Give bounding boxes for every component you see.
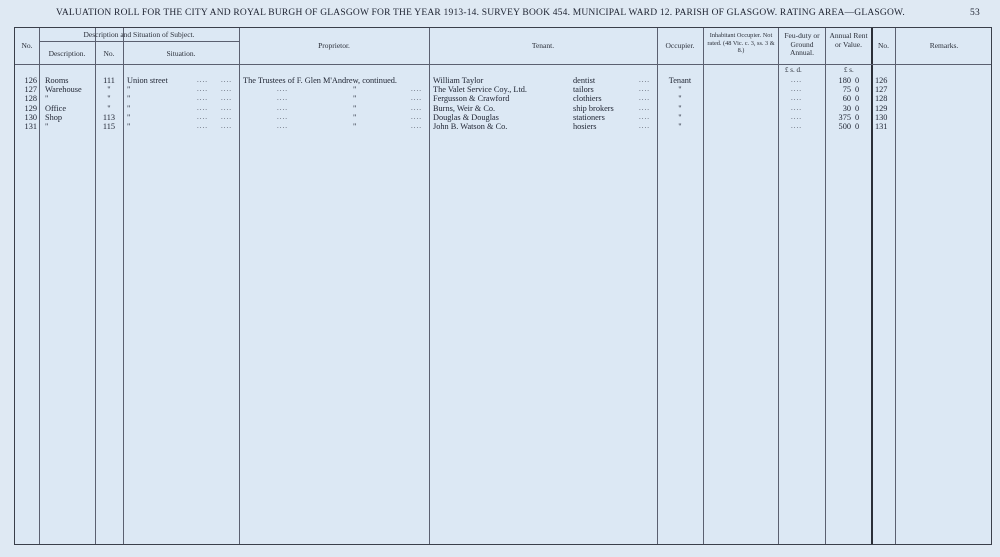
cell-proprietor-dots-left: .... [277,112,288,121]
cell-rent-l: 60 [842,94,851,104]
cell-tenant-name: John B. Watson & Co. [433,122,508,131]
cell-proprietor-dots-left: .... [277,122,288,130]
cell-rent-s: 0 [855,103,860,113]
cell-no-right: 126 [875,76,888,85]
cell-no: 131 [24,122,37,131]
cell-occupier: " [678,103,682,113]
feu-duty-units: £ s. d. [785,66,802,74]
cell-description: Office [45,103,67,113]
cell-proprietor: " [353,94,357,104]
cell-tenant-trade: dentist [573,76,596,85]
col-header-no: No. [21,41,33,50]
col-header-annual-rent: Annual Rent or Value. [829,31,868,49]
cell-tenant-dots: .... [639,103,650,112]
cell-occupier: " [678,94,682,104]
cell-no-right: 128 [875,94,888,104]
page-number: 53 [970,8,980,18]
cell-no: 130 [24,112,37,122]
cell-feu: .... [791,76,802,84]
col-header-subject-group: Description and Situation of Subject. [83,30,195,39]
col-header-proprietor: Proprietor. [318,41,350,50]
cell-no-right: 130 [875,112,888,122]
cell-proprietor-dots-left: .... [277,103,288,112]
col-header-street-no: No. [103,49,115,58]
table-row [15,104,991,113]
cell-tenant-name: Burns, Weir & Co. [433,103,496,113]
cell-proprietor-dots-left: .... [277,85,288,94]
cell-situation-dots: .... [221,94,232,103]
cell-proprietor-dots-left: .... [277,94,288,103]
cell-rent-l: 375 [838,112,851,122]
cell-situation-dots: .... [197,85,208,94]
cell-feu: .... [791,122,802,130]
cell-tenant-name: Fergusson & Crawford [433,94,510,104]
cell-occupier: " [678,85,682,95]
rule-subject-group [39,41,239,42]
table-row [15,85,991,94]
cell-street-no: " [107,94,111,104]
cell-tenant-dots: .... [639,76,650,84]
cell-occupier: " [678,122,682,131]
cell-proprietor: The Trustees of F. Glen M'Andrew, continued. [243,76,397,85]
cell-rent-s: 0 [855,85,860,95]
cell-rent-s: 0 [855,122,860,131]
cell-situation: " [127,103,131,113]
cell-street-no: " [107,103,111,113]
roll-title: VALUATION ROLL FOR THE CITY AND ROYAL BURGH OF GLASGOW FOR THE YEAR 1913-14. SURVEY BOOK 454. MUNICIPAL WARD 12. PARISH OF GLASGOW. RATING AREA—GLASGOW. [56,8,905,18]
cell-description: " [45,122,49,131]
cell-rent-s: 0 [855,94,860,104]
cell-feu: .... [791,85,802,94]
annual-rent-units: £ s. [844,66,854,74]
cell-street-no: 115 [102,122,116,131]
cell-description: Rooms [45,76,69,85]
cell-rent-l: 180 [838,76,851,85]
table-row [15,76,991,85]
cell-description: Shop [45,112,63,122]
cell-proprietor-dots: .... [411,94,422,103]
table-row [15,122,991,131]
cell-situation-dots: .... [221,103,232,112]
cell-situation-dots: .... [221,122,232,130]
col-header-description: Description. [48,49,86,58]
cell-situation: " [127,85,131,95]
col-header-inhabitant: Inhabitant Occupier. Not rated. (48 Vic. c. 3, ss. 3 & 8.) [707,32,775,54]
cell-occupier: " [678,112,682,122]
cell-situation-dots: .... [221,112,232,121]
cell-tenant-name: William Taylor [433,76,484,85]
cell-situation: Union street [127,76,168,85]
cell-tenant-name: The Valet Service Coy., Ltd. [433,85,528,95]
cell-no: 127 [24,85,37,95]
cell-tenant-dots: .... [639,85,650,94]
cell-proprietor-dots: .... [411,103,422,112]
cell-situation: " [127,122,131,131]
col-header-no-right: No. [877,41,890,50]
cell-proprietor: " [353,112,357,122]
cell-no: 129 [24,103,37,113]
table-row [15,113,991,122]
cell-feu: .... [791,94,802,103]
cell-rent-l: 75 [842,85,851,95]
cell-rent-l: 30 [842,103,851,113]
cell-tenant-dots: .... [639,112,650,121]
cell-no-right: 127 [875,85,888,95]
valuation-table [14,27,992,545]
cell-street-no: 113 [102,112,116,122]
cell-rent-s: 0 [855,76,860,85]
cell-description: " [45,94,49,104]
cell-feu: .... [791,112,802,121]
cell-no-right: 131 [875,122,888,131]
cell-tenant-name: Douglas & Douglas [433,112,499,122]
cell-tenant-trade: hosiers [573,122,597,131]
cell-street-no: " [107,85,111,95]
cell-tenant-trade: ship brokers [573,103,614,113]
cell-rent-l: 500 [838,122,851,131]
col-header-remarks: Remarks. [929,41,959,50]
cell-situation-dots: .... [197,103,208,112]
cell-rent-s: 0 [855,112,860,122]
col-header-situation: Situation. [166,49,196,58]
cell-tenant-trade: stationers [573,112,605,122]
col-header-tenant: Tenant. [531,41,555,50]
cell-situation-dots: .... [197,112,208,121]
cell-feu: .... [791,103,802,112]
page-header [0,0,1000,26]
cell-situation-dots: .... [197,122,208,130]
cell-situation: " [127,112,131,122]
cell-proprietor: " [353,122,357,131]
cell-situation: " [127,94,131,104]
table-row [15,94,991,103]
cell-situation-dots: .... [221,85,232,94]
cell-proprietor: " [353,85,357,95]
cell-proprietor: " [353,103,357,113]
cell-situation-dots: .... [221,76,232,84]
cell-no: 126 [24,76,37,85]
rule-header-bottom [15,64,991,65]
cell-no: 128 [24,94,37,104]
cell-proprietor-dots: .... [411,112,422,121]
cell-situation-dots: .... [197,76,208,84]
cell-tenant-dots: .... [639,122,650,130]
cell-proprietor-dots: .... [411,122,422,130]
col-header-occupier: Occupier. [665,41,695,50]
cell-tenant-dots: .... [639,94,650,103]
cell-proprietor-dots: .... [411,85,422,94]
cell-tenant-trade: clothiers [573,94,602,104]
cell-situation-dots: .... [197,94,208,103]
cell-description: Warehouse [45,85,82,95]
cell-tenant-trade: tailors [573,85,594,95]
cell-no-right: 129 [875,103,888,113]
col-header-feu-duty: Feu-duty or Ground Annual. [784,31,820,57]
cell-street-no: 111 [103,76,115,85]
cell-occupier: Tenant [668,76,692,85]
